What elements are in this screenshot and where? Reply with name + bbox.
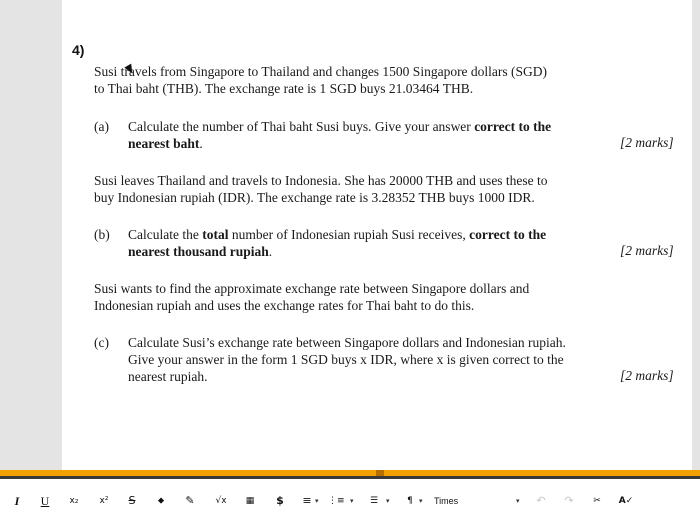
part-a-line-2: nearest baht. [128,136,203,151]
part-a-label: (a) [94,119,109,134]
part-b-line-1: Calculate the total number of Indonesian rupiah Susi receives, correct to the [128,227,547,242]
lower-line-1: Susi wants to find the approximate exchange rate between Singapore dollars and [94,281,530,296]
part-c-marks: [2 marks] [620,368,674,383]
middle-line-2: buy Indonesian rupiah (IDR). The exchange rate is 3.28352 THB buys 1000 IDR. [94,190,535,205]
editor-toolbar [0,479,700,527]
paragraph-dropdown-icon[interactable]: ▾ [419,497,423,505]
cut-icon[interactable]: ✂ [593,496,601,506]
strikethrough-button[interactable]: S [128,494,136,507]
part-b-label: (b) [94,227,110,242]
paragraph-button[interactable]: ¶ [407,496,413,506]
font-dropdown-icon[interactable]: ▾ [516,497,520,505]
part-b-marks: [2 marks] [620,243,674,258]
undo-icon[interactable]: ↶ [536,494,546,507]
ordered-list-button[interactable]: ⋮≡ [328,496,345,506]
part-c-label: (c) [94,335,109,350]
underline-button[interactable]: U [40,494,50,508]
equation-button[interactable]: √x [215,496,227,506]
intro-line-1: Susi travels from Singapore to Thailand and changes 1500 Singapore dollars (SGD) [94,64,548,79]
italic-button[interactable]: I [14,494,20,508]
subscript-button[interactable]: x₂ [69,496,79,506]
superscript-button[interactable]: x² [99,496,109,506]
currency-button[interactable]: $ [276,494,284,507]
align-dropdown-icon[interactable]: ▾ [315,497,319,505]
part-b-line-2: nearest thousand rupiah. [128,244,273,259]
part-a-marks: [2 marks] [620,135,674,150]
ordered-list-dropdown-icon[interactable]: ▾ [350,497,354,505]
redo-icon[interactable]: ↷ [564,494,574,507]
part-c-line-3: nearest rupiah. [128,369,208,384]
font-select[interactable]: Times [434,496,459,506]
part-c-line-1: Calculate Susi’s exchange rate between Singapore dollars and Indonesian rupiah. [128,335,566,350]
question-number: 4) [72,42,85,58]
pen-icon[interactable]: ✎ [185,494,195,507]
part-c-line-2: Give your answer in the form 1 SGD buys x IDR, where x is given correct to the [128,352,564,367]
bullet-list-dropdown-icon[interactable]: ▾ [386,497,390,505]
table-icon[interactable]: ▦ [245,496,255,506]
lower-line-2: Indonesian rupiah and uses the exchange rates for Thai baht to do this. [94,298,475,313]
part-a-line-1: Calculate the number of Thai baht Susi buys. Give your answer correct to the [128,119,552,134]
align-button[interactable]: ≡ [302,494,312,507]
middle-line-1: Susi leaves Thailand and travels to Indonesia. She has 20000 THB and uses these to [94,173,548,188]
intro-line-2: to Thai baht (THB). The exchange rate is 1 SGD buys 21.03464 THB. [94,81,474,96]
spellcheck-icon[interactable]: A✓ [618,496,634,506]
bullet-list-button[interactable]: ☰ [369,496,379,506]
fill-color-icon[interactable]: ⬥ [157,496,165,506]
